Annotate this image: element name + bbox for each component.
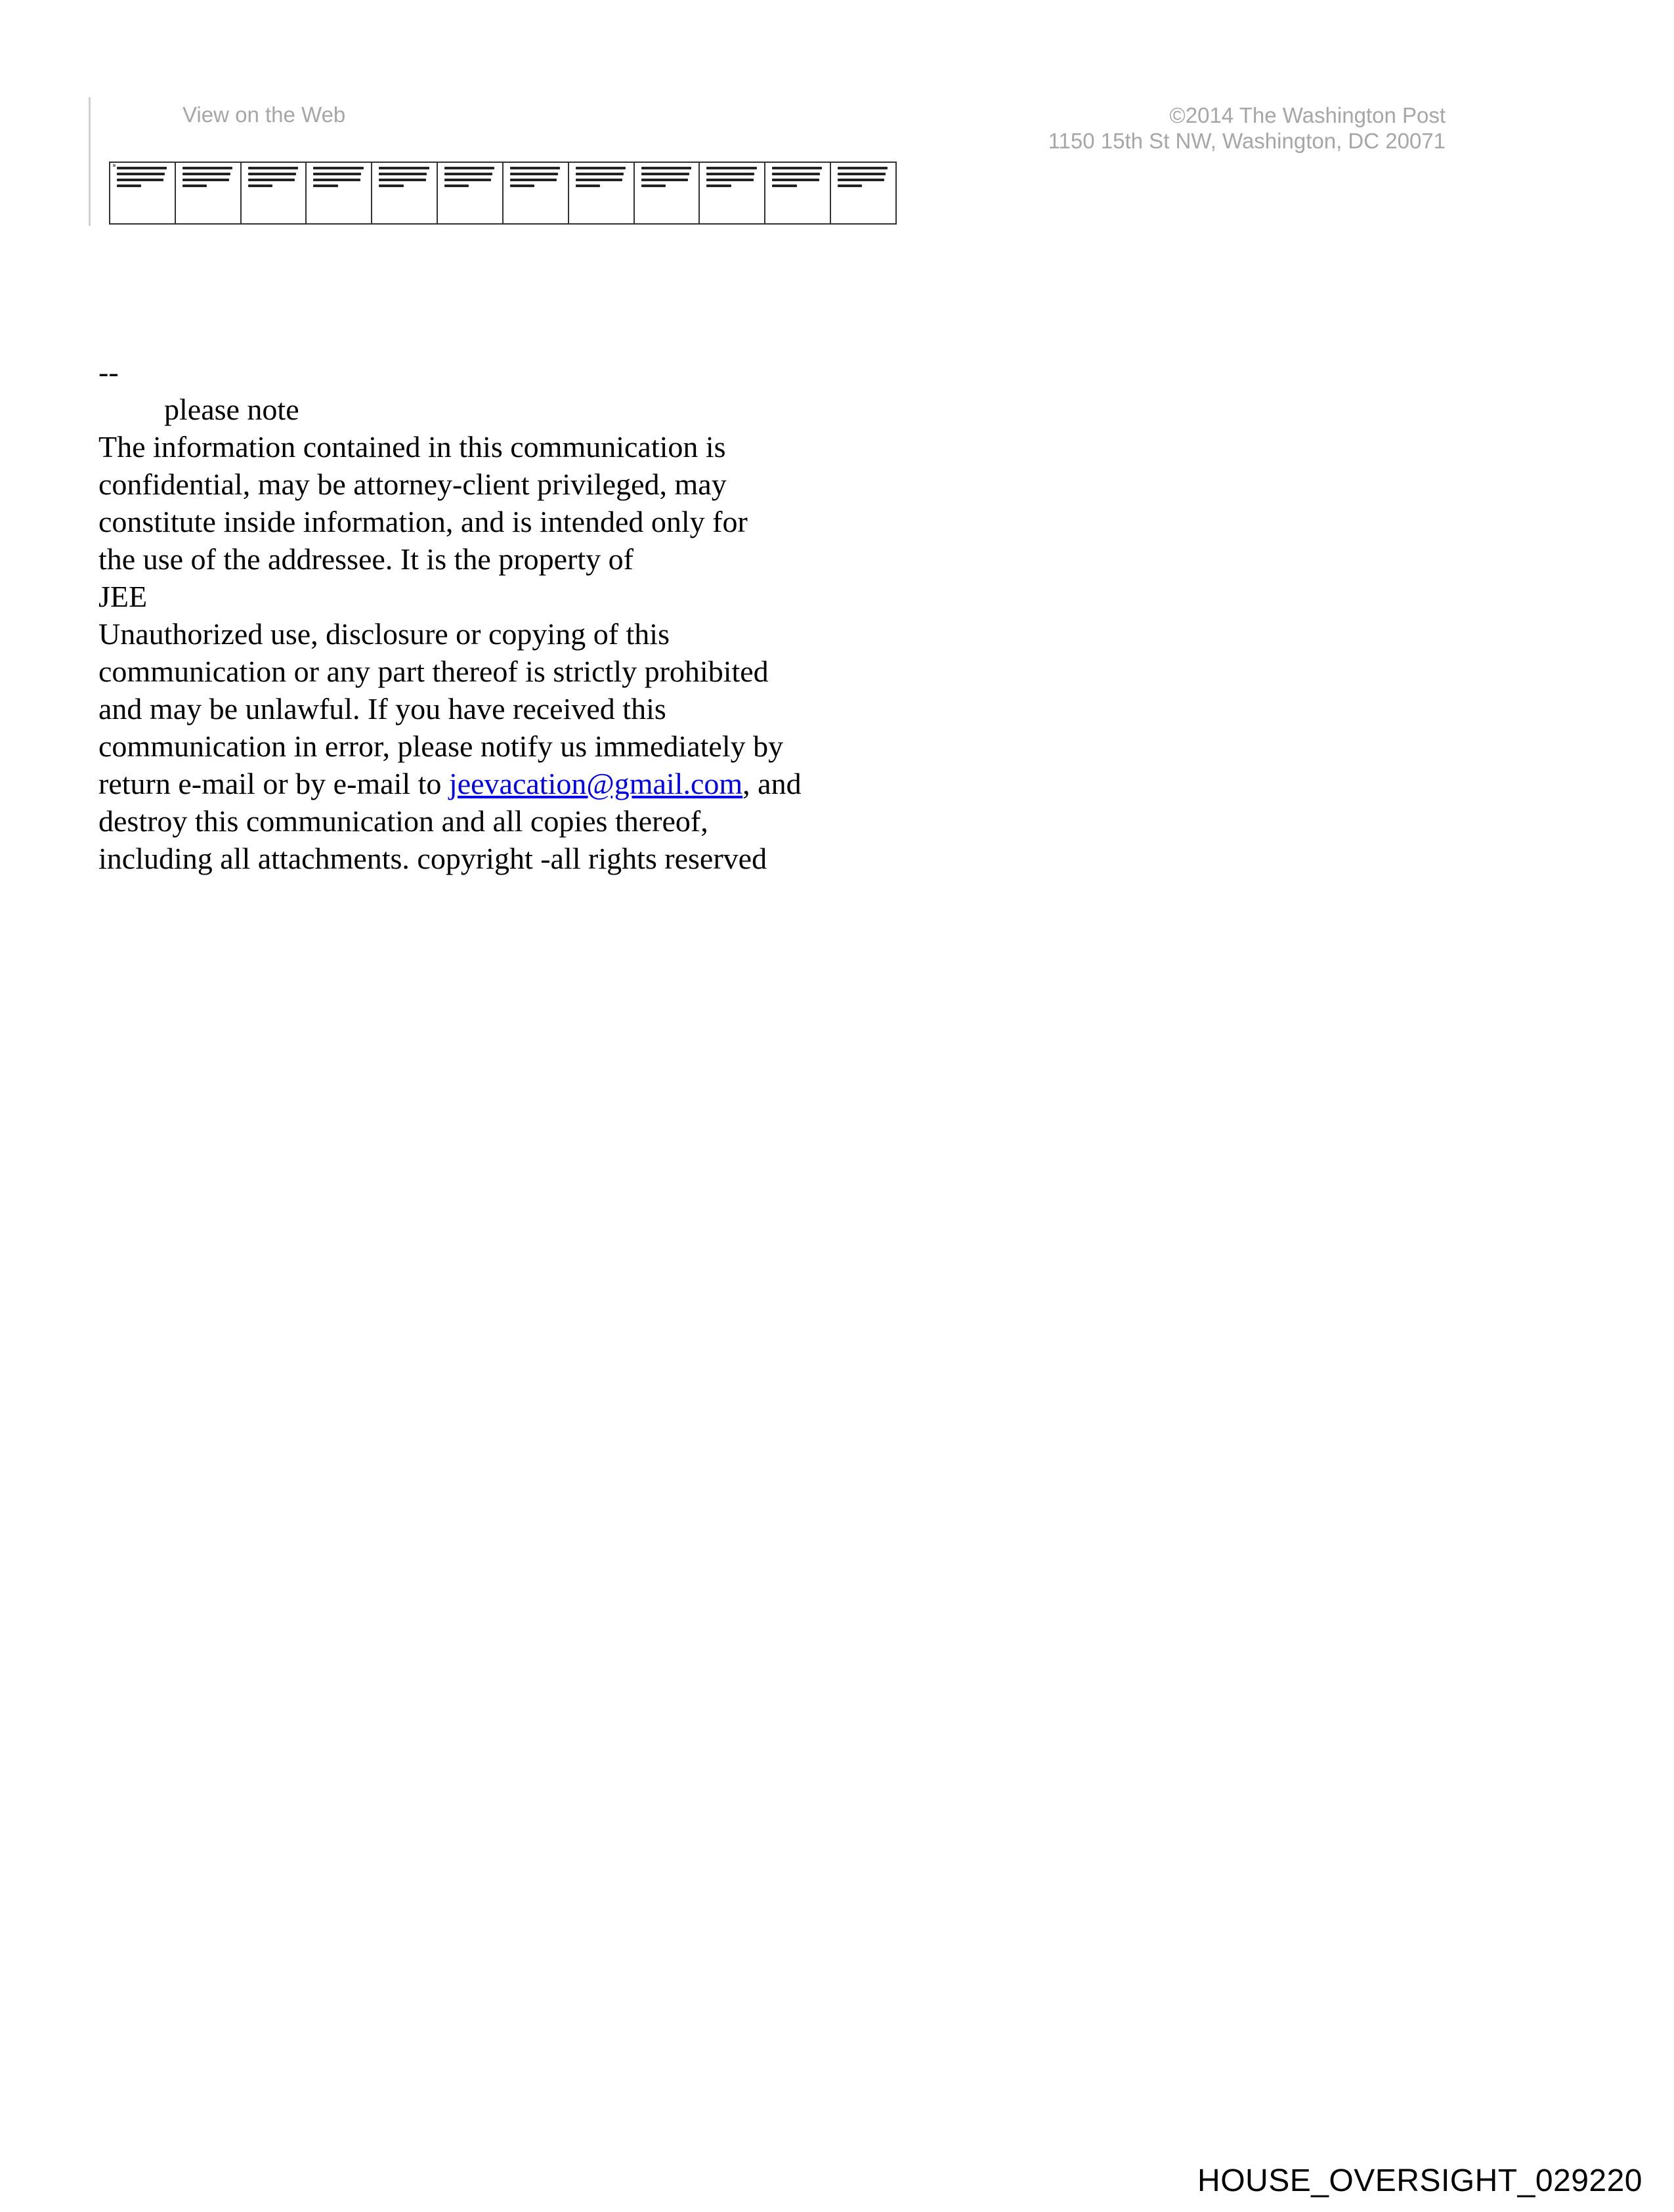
illegible-text-line	[576, 184, 600, 187]
placeholder-cell	[765, 163, 831, 223]
illegible-text-line	[379, 179, 425, 181]
illegible-text-line	[313, 179, 360, 181]
placeholder-cell	[110, 163, 176, 223]
email-link[interactable]: jeevacation@gmail.com	[448, 767, 743, 800]
disclaimer-link-line	[98, 765, 912, 802]
illegible-text-line	[838, 173, 886, 175]
disclaimer-line: including all attachments. copyright -all rights reserved	[98, 842, 767, 875]
illegible-text-line	[772, 184, 796, 187]
disclaimer-line: The information contained in this communication is	[98, 430, 726, 464]
publisher-address: 1150 15th St NW, Washington, DC 20071	[1048, 129, 1446, 153]
illegible-text-line	[576, 179, 622, 181]
illegible-text-line	[182, 167, 232, 169]
broken-image-icon	[113, 164, 116, 167]
illegible-text-line	[510, 167, 560, 169]
illegible-text-line	[706, 179, 753, 181]
illegible-text-line	[576, 167, 626, 169]
illegible-text-line	[838, 179, 884, 181]
illegible-text-line	[576, 173, 624, 175]
disclaimer-line: communication in error, please notify us immediately by	[98, 729, 784, 763]
illegible-text-line	[313, 184, 337, 187]
illegible-text-line	[248, 179, 295, 181]
illegible-text-line	[379, 173, 427, 175]
placeholder-cell	[700, 163, 765, 223]
link-line-prefix: return e-mail or by e-mail to	[98, 767, 449, 800]
placeholder-cell	[504, 163, 569, 223]
illegible-text-line	[379, 184, 403, 187]
disclaimer-line: confidential, may be attorney-client privileged, may	[98, 467, 727, 501]
view-on-web-link[interactable]: View on the Web	[182, 102, 346, 127]
illegible-text-line	[248, 173, 296, 175]
placeholder-cell	[569, 163, 635, 223]
illegible-text-line	[510, 173, 558, 175]
illegible-text-line	[182, 179, 229, 181]
disclaimer-heading: please note	[164, 393, 299, 426]
illegible-text-line	[444, 167, 494, 169]
illegible-text-line	[379, 167, 429, 169]
illegible-text-line	[838, 167, 888, 169]
disclaimer-line: Unauthorized use, disclosure or copying of this	[98, 617, 670, 651]
placeholder-cell	[438, 163, 504, 223]
image-placeholder-strip	[109, 162, 897, 225]
illegible-text-line	[182, 184, 207, 187]
illegible-text-line	[182, 173, 230, 175]
publisher-info	[1048, 102, 1446, 154]
placeholder-cell	[372, 163, 438, 223]
illegible-text-line	[444, 179, 491, 181]
disclaimer-block	[98, 353, 912, 877]
illegible-text-line	[248, 184, 272, 187]
copyright-text: ©2014 The Washington Post	[1169, 103, 1446, 127]
disclaimer-line: destroy this communication and all copies thereof,	[98, 804, 708, 838]
disclaimer-line: the use of the addressee. It is the property of	[98, 542, 633, 576]
illegible-text-line	[510, 184, 534, 187]
illegible-text-line	[641, 167, 691, 169]
illegible-text-line	[838, 184, 862, 187]
placeholder-cell	[307, 163, 372, 223]
illegible-text-line	[444, 173, 492, 175]
illegible-text-line	[641, 179, 688, 181]
illegible-text-line	[444, 184, 469, 187]
illegible-text-line	[117, 173, 165, 175]
disclaimer-line: JEE	[98, 580, 148, 613]
disclaimer-line: communication or any part thereof is strictly prohibited	[98, 655, 769, 688]
placeholder-cell	[176, 163, 242, 223]
separator: --	[98, 355, 119, 389]
illegible-text-line	[641, 173, 689, 175]
disclaimer-line: constitute inside information, and is intended only for	[98, 505, 748, 538]
illegible-text-line	[313, 167, 363, 169]
disclaimer-line: and may be unlawful. If you have received this	[98, 692, 666, 726]
illegible-text-line	[313, 173, 361, 175]
illegible-text-line	[772, 173, 820, 175]
header-divider	[89, 97, 91, 226]
placeholder-cell	[635, 163, 700, 223]
illegible-text-line	[706, 184, 731, 187]
illegible-text-line	[706, 173, 754, 175]
illegible-text-line	[772, 167, 822, 169]
placeholder-cell	[831, 163, 897, 223]
illegible-text-line	[772, 179, 819, 181]
link-line-suffix: , and	[742, 767, 802, 800]
placeholder-cell	[242, 163, 307, 223]
illegible-text-line	[117, 167, 167, 169]
illegible-text-line	[510, 179, 557, 181]
illegible-text-line	[248, 167, 298, 169]
illegible-text-line	[117, 179, 163, 181]
illegible-text-line	[706, 167, 756, 169]
illegible-text-line	[117, 184, 141, 187]
bates-number: HOUSE_OVERSIGHT_029220	[1197, 2163, 1642, 2198]
illegible-text-line	[641, 184, 666, 187]
